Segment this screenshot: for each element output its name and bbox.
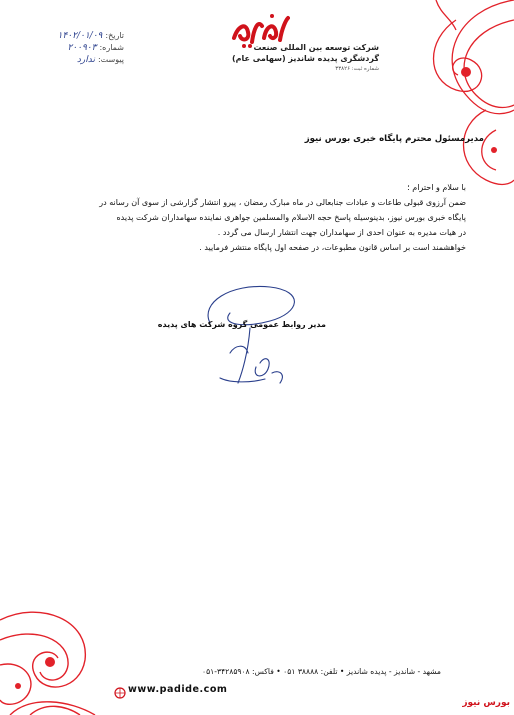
- addressee: مدیرمسئول محترم پایگاه خبری بورس نیوز: [304, 134, 484, 144]
- company-registration: شماره ثبت: ۳۳۸۲۶: [335, 66, 379, 72]
- body-line: خواهشمند است بر اساس قانون مطبوعات، در صفحه اول پایگاه منتشر فرمایید .: [199, 243, 466, 252]
- handwritten-signature: [190, 283, 320, 398]
- attachment-value: ندارد: [76, 55, 95, 65]
- watermark: بورس نیوز: [462, 698, 510, 708]
- globe-icon: [114, 684, 126, 696]
- greeting: با سلام و احترام ؛: [407, 183, 466, 192]
- body-line: در هیات مدیره به عنوان احدی از سهامداران جهت انتشار ارسال می گردد .: [217, 228, 466, 237]
- body-line: ضمن آرزوی قبولی طاعات و عبادات جنابعالی در ماه مبارک رمضان ، پیرو انتشار گزارشی از سوی آن رسانه در: [99, 198, 466, 207]
- date-label: تاریخ:: [105, 31, 124, 40]
- attachment-label: پیوست:: [97, 55, 124, 64]
- number-line: [14, 42, 124, 54]
- swirl-decoration-top-right: [396, 0, 514, 200]
- attachment-line: [14, 54, 124, 66]
- date-value: ۱۴۰۲/۰۱/۰۹: [57, 31, 103, 41]
- company-name: شرکت توسعه بین المللی صنعت: [253, 43, 379, 52]
- footer-address: مشهد - شاندیز - پدیده شاندیز • تلفن: ۳۸۸۸۸ ۰۵۱ • فاکس: ۳۴۲۸۵۹۰۸-۰۵۱: [202, 667, 441, 676]
- date-line: [14, 30, 124, 42]
- swirl-decoration-bottom-left: [0, 590, 110, 715]
- company-subtitle: گردشگری پدیده شاندیز (سهامی عام): [232, 54, 379, 63]
- letter-body: [46, 180, 466, 255]
- letter-meta: [14, 30, 124, 66]
- footer-website: www.padide.com: [128, 684, 228, 695]
- signer-title: مدیر روابط عمومی گروه شرکت های پدیده: [157, 320, 326, 329]
- number-value: ۲۰۰۹۰۳: [67, 43, 97, 53]
- number-label: شماره:: [99, 43, 124, 52]
- company-info: [199, 42, 379, 72]
- body-line: پایگاه خبری بورس نیوز، بدینوسیله پاسخ حجه الاسلام والمسلمین جواهری نماینده سهامداران شرکت پدیده: [116, 213, 466, 222]
